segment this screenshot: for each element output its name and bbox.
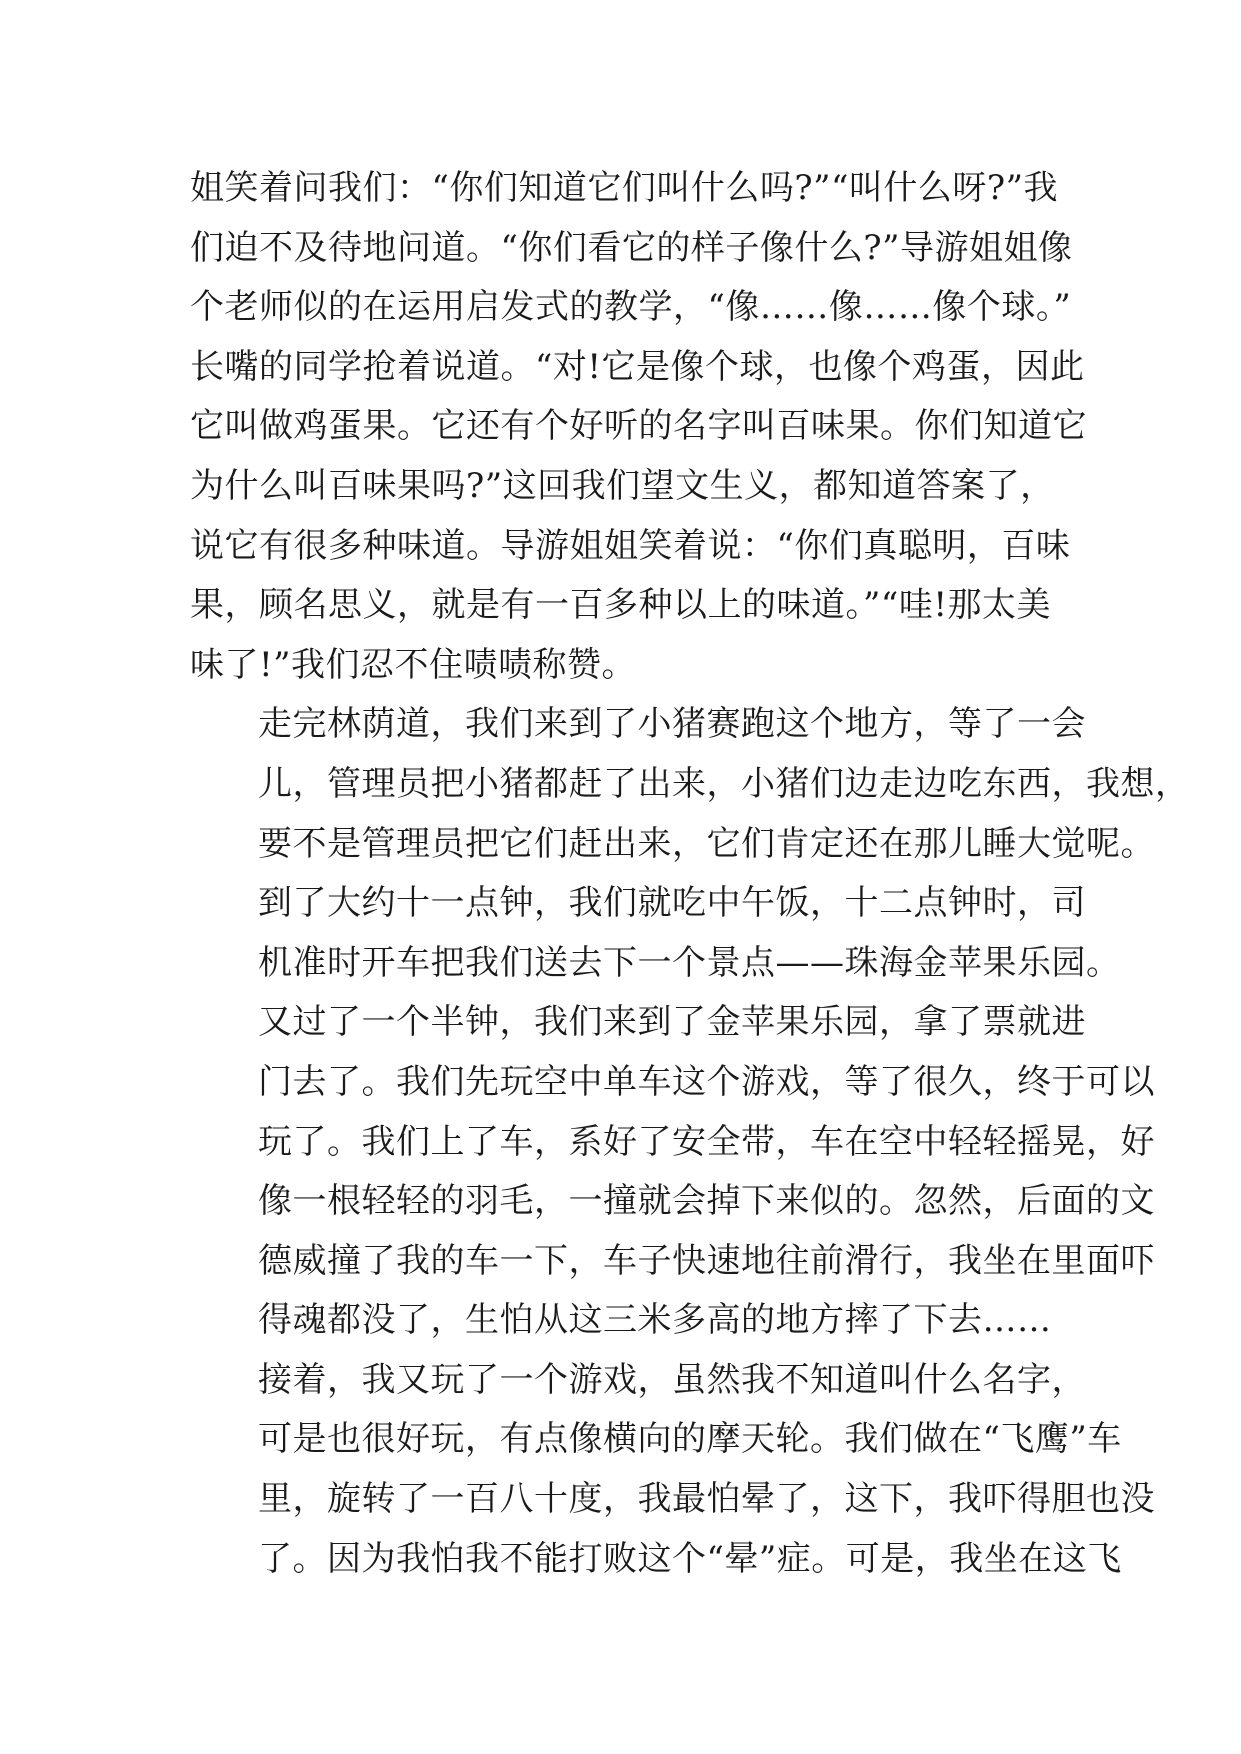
paragraph-2	[190, 695, 1190, 874]
document-body	[190, 159, 1190, 1589]
text-line: 了。因为我怕我不能打败这个“晕”症。可是，我坐在这飞	[258, 1538, 1122, 1579]
text-line: 像一根轻轻的羽毛，一撞就会掉下来似的。忽然，后面的文	[258, 1181, 1155, 1222]
text-line: 姐笑着问我们：“你们知道它们叫什么吗?”“叫什么呀?”我	[190, 168, 1058, 208]
text-line: 里，旋转了一百八十度，我最怕晕了，这下，我吓得胆也没	[258, 1479, 1155, 1520]
text-line: 个老师似的在运用启发式的教学，“像……像……像个球。”	[190, 287, 1072, 328]
text-line: 得魂都没了，生怕从这三米多高的地方摔了下去……	[258, 1300, 1052, 1341]
paragraph-4	[190, 993, 1155, 1351]
text-line: 玩了。我们上了车，系好了安全带，车在空中轻轻摇晃，好	[258, 1121, 1155, 1162]
text-line: 可是也很好玩，有点像横向的摩天轮。我们做在“飞鹰”车	[258, 1419, 1122, 1460]
paragraph-1	[190, 159, 1087, 695]
text-line: 机准时开车把我们送去下一个景点——珠海金苹果乐园。	[258, 942, 1121, 983]
text-line: 长嘴的同学抢着说道。“对!它是像个球，也像个鸡蛋，因此	[190, 346, 1085, 387]
text-line: 走完林荫道，我们来到了小猪赛跑这个地方，等了一会	[258, 704, 1086, 745]
text-line: 到了大约十一点钟，我们就吃中午饭，十二点钟时，司	[258, 883, 1086, 924]
paragraph-5	[190, 1351, 1155, 1589]
text-line: 它叫做鸡蛋果。它还有个好听的名字叫百味果。你们知道它	[190, 406, 1087, 447]
paragraph-3	[190, 874, 1121, 993]
text-line: 味了!”我们忍不住啧啧称赞。	[190, 644, 637, 685]
text-line: 德威撞了我的车一下，车子快速地往前滑行，我坐在里面吓	[258, 1240, 1155, 1281]
text-line: 为什么叫百味果吗?”这回我们望文生义，都知道答案了，	[190, 465, 1055, 506]
text-line: 接着，我又玩了一个游戏，虽然我不知道叫什么名字，	[258, 1359, 1086, 1400]
text-line: 果，顾名思义，就是有一百多种以上的味道。”“哇!那太美	[190, 585, 1051, 626]
text-line: 门去了。我们先玩空中单车这个游戏，等了很久，终于可以	[258, 1061, 1155, 1102]
text-line: 要不是管理员把它们赶出来，它们肯定还在那儿睡大觉呢。	[258, 823, 1155, 864]
text-line: 又过了一个半钟，我们来到了金苹果乐园，拿了票就进	[258, 1002, 1086, 1043]
text-line: 们迫不及待地问道。“你们看它的样子像什么?”导游姐姐像	[190, 227, 1073, 268]
text-line: 说它有很多种味道。导游姐姐笑着说：“你们真聪明，百味	[190, 525, 1071, 566]
text-line: 儿，管理员把小猪都赶了出来，小猪们边走边吃东西，我想，	[258, 763, 1190, 804]
